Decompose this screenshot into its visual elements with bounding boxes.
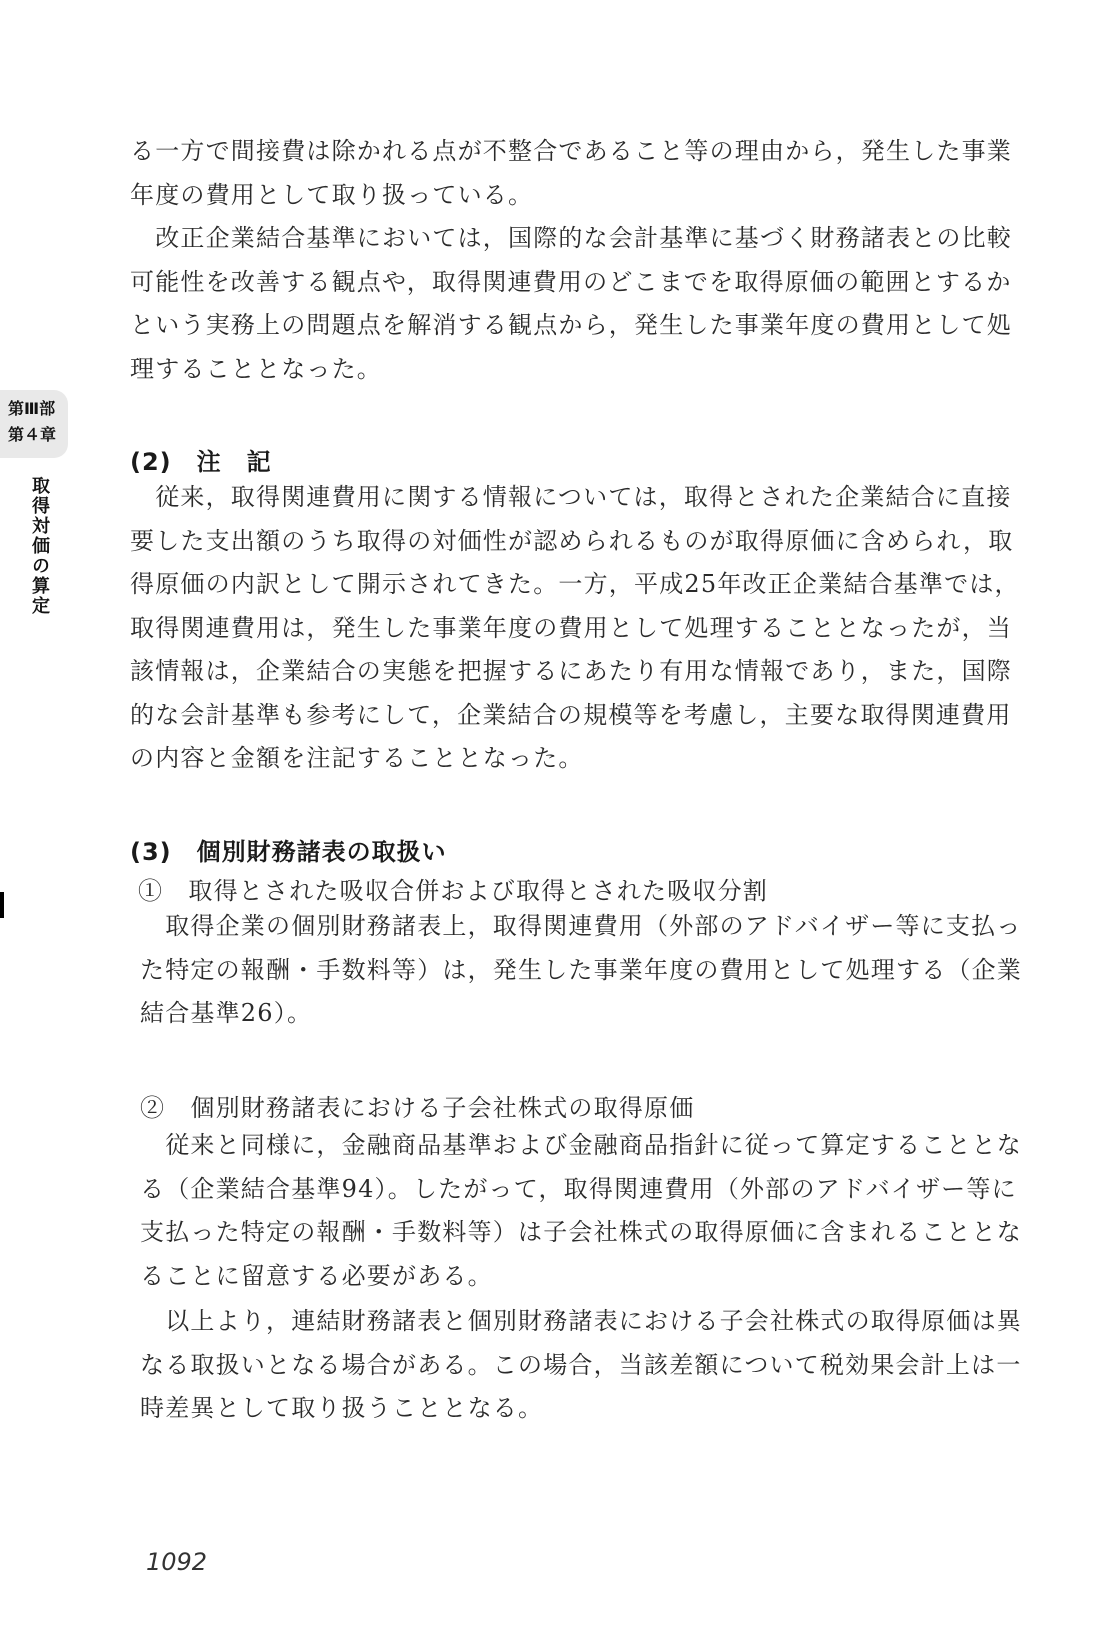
paragraph-5: 従来と同様に，金融商品基準および金融商品指針に従って算定することとなる（企業結合基準94）。したがって，取得関連費用（外部のアドバイザー等に支払った特定の報酬・手数料等）は子会社株式の取得原価に含まれることとなることに留意する必要がある。: [140, 1131, 1022, 1290]
paragraph-4: 取得企業の個別財務諸表上，取得関連費用（外部のアドバイザー等に支払った特定の報酬・手数料等）は，発生した事業年度の費用として処理する（企業結合基準26）。: [140, 912, 1022, 1027]
subheading-1: ① 取得とされた吸収合併および取得とされた吸収分割: [138, 877, 768, 905]
paragraph-3: 従来，取得関連費用に関する情報については，取得とされた企業結合に直接要した支出額のうち取得の対価性が認められるものが取得原価に含められ，取得原価の内訳として開示されてきた。一方，平成25年改正企業結合基準では，取得関連費用は，発生した事業年度の費用として処理することとなったが，当該情報は，企業結合の実態を把握するにあたり有用な情報であり，また，国際的な会計基準も参考にして，企業結合の規模等を考慮し，主要な取得関連費用の内容と金額を注記することとなった。: [130, 483, 1020, 772]
part-label: 第Ⅲ部: [8, 399, 56, 418]
edge-marker: [0, 892, 4, 918]
page-number: 1092: [146, 1548, 208, 1576]
chapter-title-vertical: 取得対価の算定: [29, 476, 50, 616]
heading-individual-statements: (3) 個別財務諸表の取扱い: [130, 838, 447, 866]
chapter-label: 第４章: [8, 425, 57, 444]
paragraph-2: 改正企業結合基準においては，国際的な会計基準に基づく財務諸表との比較可能性を改善する観点や，取得関連費用のどこまでを取得原価の範囲とするかという実務上の問題点を解消する観点から，発生した事業年度の費用として処理することとなった。: [130, 224, 1012, 383]
heading-notes: (2) 注 記: [130, 448, 272, 476]
chapter-tab: [0, 390, 68, 458]
paragraph-6: 以上より，連結財務諸表と個別財務諸表における子会社株式の取得原価は異なる取扱いとなる場合がある。この場合，当該差額について税効果会計上は一時差異として取り扱うこととなる。: [140, 1307, 1022, 1422]
subheading-2: ② 個別財務諸表における子会社株式の取得原価: [140, 1094, 695, 1122]
paragraph-1: る一方で間接費は除かれる点が不整合であること等の理由から，発生した事業年度の費用として取り扱っている。: [130, 137, 1012, 209]
